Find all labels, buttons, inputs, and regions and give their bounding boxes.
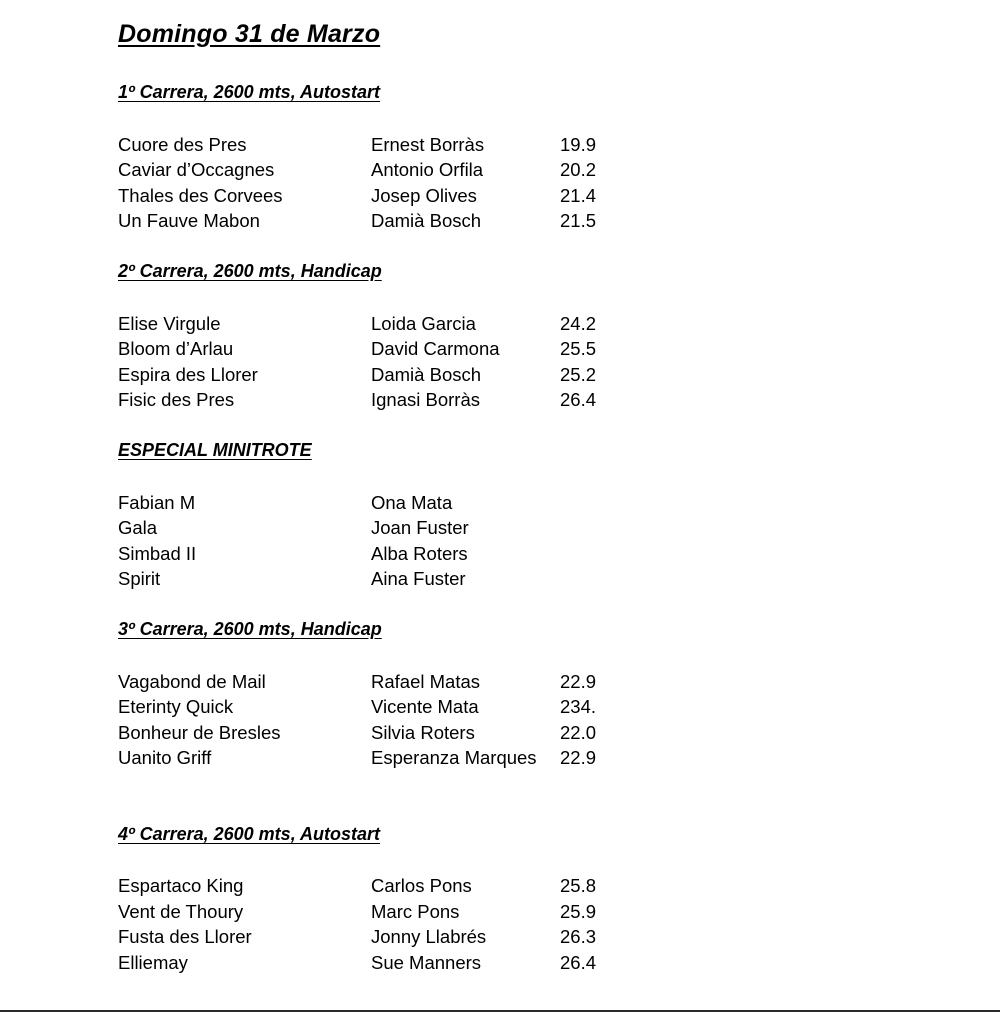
time-value: 25.9 [560, 901, 597, 922]
table-row [0, 515, 1000, 541]
horse-name: Bonheur de Bresles [118, 722, 281, 743]
section-heading-race-2: 2º Carrera, 2600 mts, Handicap [118, 261, 382, 281]
driver-name: Marc Pons [371, 901, 460, 922]
time-value: 21.4 [560, 185, 597, 206]
table-row [0, 694, 1000, 720]
table-row [0, 336, 1000, 362]
page-bottom-divider [0, 1010, 1000, 1012]
driver-name: Damià Bosch [371, 210, 482, 231]
table-row [0, 157, 1000, 183]
time-value: 19.9 [560, 134, 597, 155]
driver-name: Esperanza Marques [371, 747, 537, 768]
table-row [0, 924, 1000, 950]
horse-name: Vagabond de Mail [118, 671, 266, 692]
table-row [0, 387, 1000, 413]
driver-name: Damià Bosch [371, 364, 482, 385]
time-value: 25.5 [560, 338, 597, 359]
table-row [0, 873, 1000, 899]
time-value: 24.2 [560, 313, 597, 334]
table-row [0, 490, 1000, 516]
section-heading-race-1: 1º Carrera, 2600 mts, Autostart [118, 82, 381, 102]
time-value: 25.2 [560, 364, 597, 385]
driver-name: Aina Fuster [371, 568, 466, 589]
horse-name: Caviar d’Occagnes [118, 159, 275, 180]
horse-name: Un Fauve Mabon [118, 210, 260, 231]
horse-name: Spirit [118, 568, 161, 589]
section-heading-race-4: 4º Carrera, 2600 mts, Autostart [118, 824, 381, 844]
page-title: Domingo 31 de Marzo [118, 20, 381, 48]
section-heading-race-3: 3º Carrera, 2600 mts, Handicap [118, 619, 382, 639]
table-row [0, 132, 1000, 158]
horse-name: Fisic des Pres [118, 389, 235, 410]
section-heading-minitrote: ESPECIAL MINITROTE [118, 440, 312, 460]
horse-name: Thales des Corvees [118, 185, 283, 206]
horse-name: Simbad II [118, 543, 197, 564]
time-value: 26.4 [560, 389, 597, 410]
driver-name: Silvia Roters [371, 722, 475, 743]
driver-name: Ignasi Borràs [371, 389, 480, 410]
driver-name: Carlos Pons [371, 875, 472, 896]
table-row [0, 899, 1000, 925]
horse-name: Espartaco King [118, 875, 244, 896]
horse-name: Uanito Griff [118, 747, 212, 768]
horse-name: Espira des Llorer [118, 364, 258, 385]
horse-name: Fusta des Llorer [118, 926, 252, 947]
driver-name: Alba Roters [371, 543, 468, 564]
horse-name: Fabian M [118, 492, 196, 513]
time-value: 26.3 [560, 926, 597, 947]
table-row [0, 541, 1000, 567]
horse-name: Cuore des Pres [118, 134, 247, 155]
driver-name: Josep Olives [371, 185, 477, 206]
time-value: 26.4 [560, 952, 597, 973]
horse-name: Elliemay [118, 952, 188, 973]
driver-name: Sue Manners [371, 952, 482, 973]
time-value: 22.9 [560, 671, 597, 692]
table-row [0, 183, 1000, 209]
driver-name: Ona Mata [371, 492, 453, 513]
horse-name: Vent de Thoury [118, 901, 244, 922]
time-value: 22.9 [560, 747, 597, 768]
horse-name: Gala [118, 517, 158, 538]
table-row [0, 311, 1000, 337]
table-row [0, 566, 1000, 592]
table-row [0, 720, 1000, 746]
horse-name: Eterinty Quick [118, 696, 234, 717]
table-row [0, 950, 1000, 976]
driver-name: Ernest Borràs [371, 134, 485, 155]
time-value: 25.8 [560, 875, 597, 896]
driver-name: David Carmona [371, 338, 500, 359]
driver-name: Rafael Matas [371, 671, 480, 692]
time-value: 22.0 [560, 722, 597, 743]
table-row [0, 669, 1000, 695]
table-row [0, 208, 1000, 234]
driver-name: Jonny Llabrés [371, 926, 487, 947]
time-value: 234. [560, 696, 597, 717]
horse-name: Bloom d’Arlau [118, 338, 234, 359]
driver-name: Loida Garcia [371, 313, 476, 334]
horse-name: Elise Virgule [118, 313, 221, 334]
driver-name: Vicente Mata [371, 696, 479, 717]
driver-name: Joan Fuster [371, 517, 469, 538]
driver-name: Antonio Orfila [371, 159, 484, 180]
table-row [0, 745, 1000, 771]
time-value: 21.5 [560, 210, 597, 231]
time-value: 20.2 [560, 159, 597, 180]
table-row [0, 362, 1000, 388]
